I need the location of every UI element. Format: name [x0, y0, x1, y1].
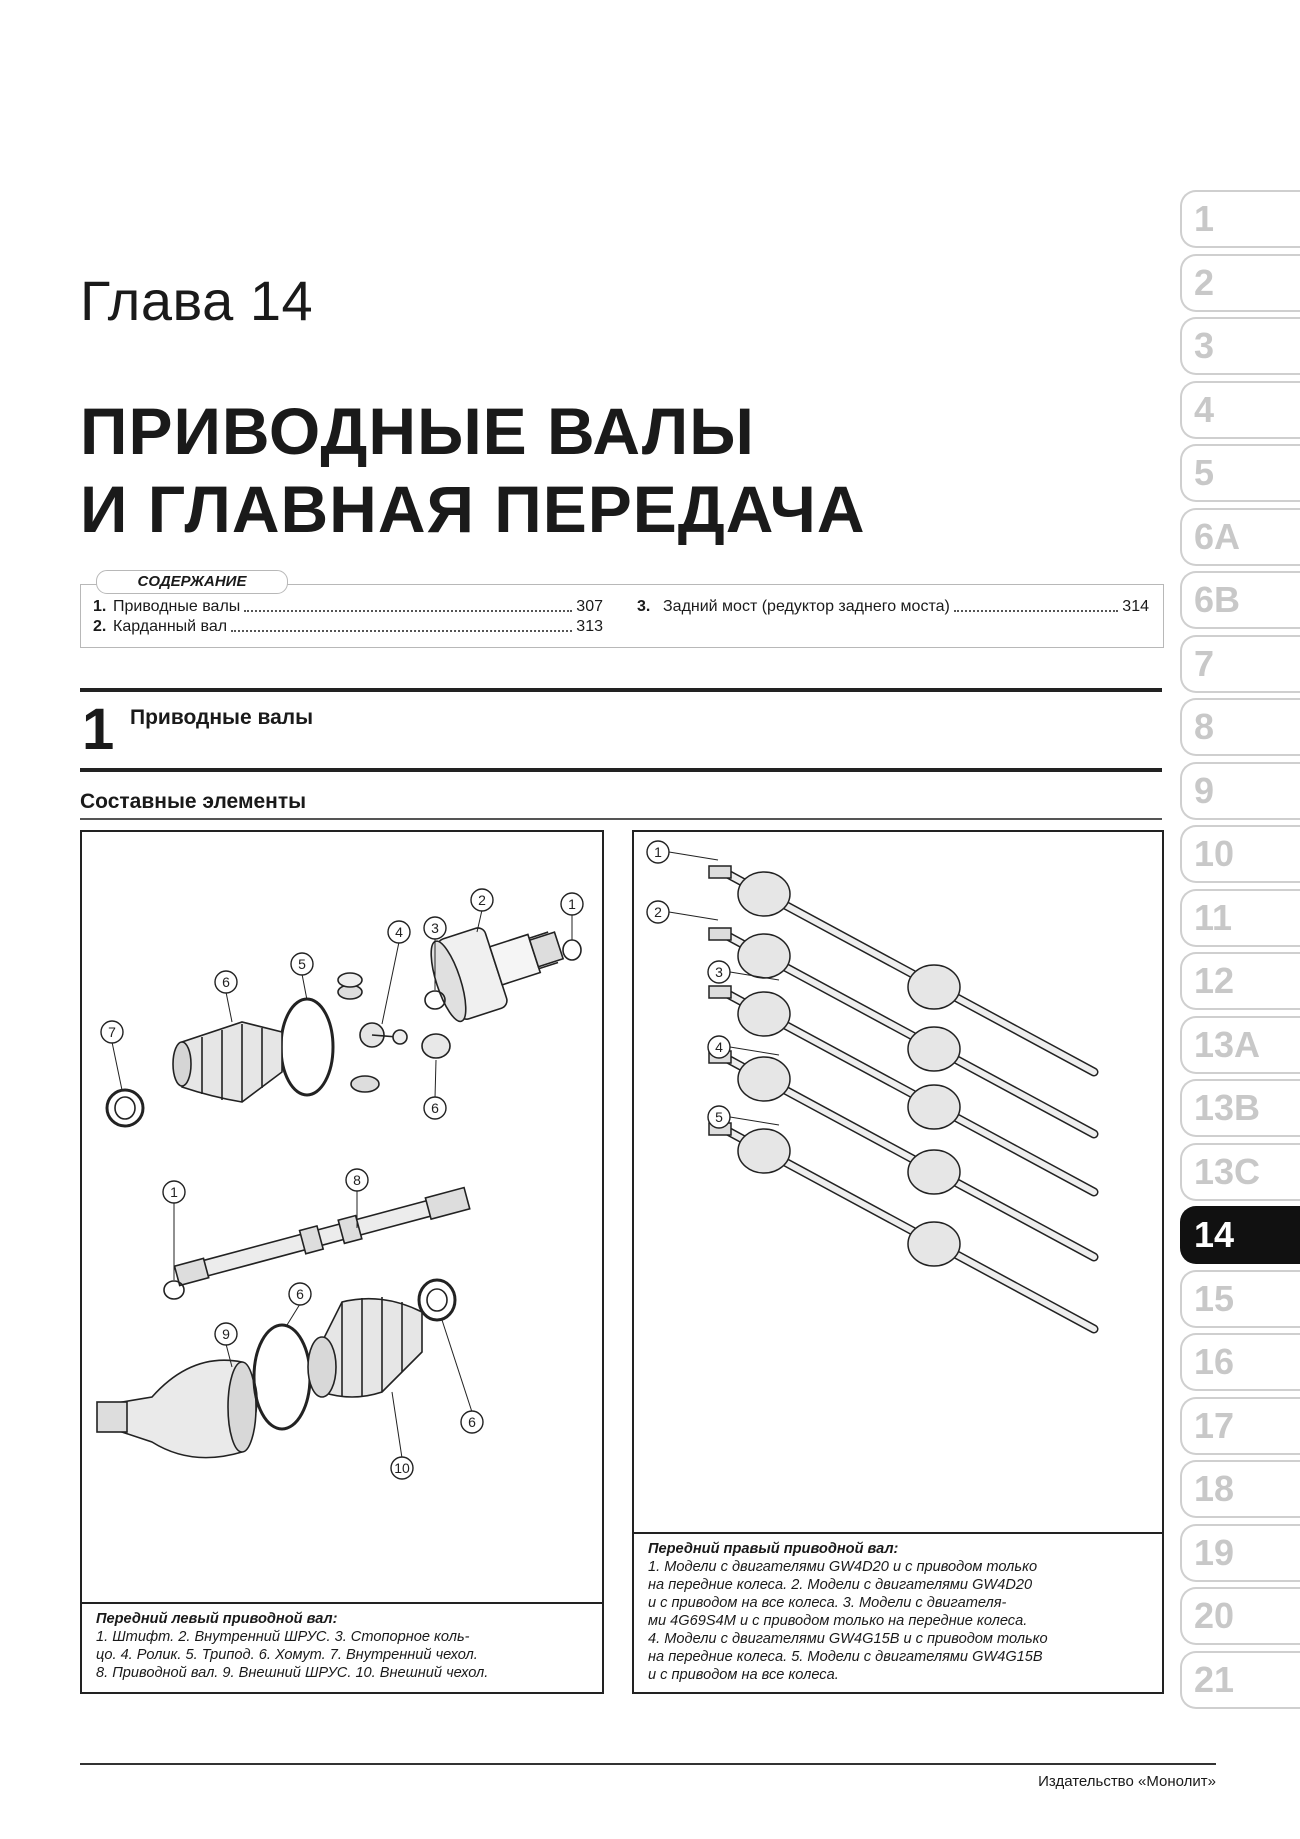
svg-text:8: 8	[353, 1172, 361, 1188]
clamp-small-right	[419, 1280, 455, 1320]
pin-shaft	[164, 1281, 184, 1299]
chapter-tab-label: 10	[1194, 833, 1235, 874]
callout-1	[561, 893, 583, 915]
toc-item-title: Задний мост (редуктор заднего моста)	[663, 598, 950, 615]
chapter-tab[interactable]	[1180, 1079, 1300, 1137]
toc-item[interactable]	[93, 617, 603, 637]
callout-3	[708, 961, 730, 983]
toc-leader	[954, 597, 1118, 612]
subsection-rule	[80, 818, 1162, 820]
chapter-tab[interactable]	[1180, 1016, 1300, 1074]
chapter-tab-label: 20	[1194, 1595, 1235, 1636]
svg-text:10: 10	[394, 1460, 410, 1476]
svg-text:6: 6	[431, 1100, 439, 1116]
roller	[422, 1034, 450, 1058]
chapter-tab-label: 13C	[1194, 1150, 1261, 1192]
clamp-inner	[281, 999, 333, 1095]
chapter-tab[interactable]	[1180, 1524, 1300, 1582]
caption-line: 4. Модели с двигателями GW4G15B и с приводом только	[648, 1631, 1048, 1647]
chapter-tab-label: 19	[1194, 1531, 1235, 1573]
toc-item-title: Карданный вал	[113, 618, 228, 635]
callout-6	[289, 1283, 311, 1305]
chapter-title-line-2: И ГЛАВНАЯ ПЕРЕДАЧА	[80, 472, 866, 546]
caption-line: ми 4G69S4M и с приводом только на передние колеса.	[648, 1613, 1028, 1629]
caption-line: 1. Штифт. 2. Внутренний ШРУС. 3. Стопорное коль-	[96, 1629, 470, 1645]
subsection-title: Составные элементы	[80, 790, 307, 813]
chapter-tab[interactable]	[1180, 381, 1300, 439]
chapter-tab-label: 13A	[1194, 1023, 1261, 1065]
chapter-tab-label: 8	[1194, 706, 1215, 747]
chapter-title	[80, 392, 865, 548]
chapter-tab-label: 4	[1194, 388, 1215, 430]
chapter-tab[interactable]	[1180, 317, 1300, 375]
callout-3	[424, 917, 446, 939]
tripod	[338, 973, 407, 1092]
chapter-tab[interactable]	[1180, 1397, 1300, 1455]
callout-leader	[669, 852, 718, 860]
chapter-tab-label: 17	[1194, 1404, 1235, 1446]
chapter-tab[interactable]	[1180, 635, 1300, 693]
caption-line: 8. Приводной вал. 9. Внешний ШРУС. 10. Внешний чехол.	[96, 1665, 489, 1681]
section-number: 1	[82, 697, 115, 762]
chapter-tab[interactable]	[1180, 762, 1300, 820]
footer-rule	[80, 1763, 1216, 1765]
svg-text:6: 6	[222, 974, 230, 990]
clamp-small-left	[107, 1090, 143, 1126]
chapter-tab-label: 18	[1194, 1468, 1235, 1509]
pin-upper-right	[563, 940, 581, 960]
chapter-tab-label: 14	[1194, 1214, 1235, 1255]
outer-boot	[308, 1297, 422, 1397]
svg-text:1: 1	[568, 896, 576, 912]
chapter-tab-label: 16	[1194, 1341, 1235, 1382]
chapter-tab-label: 6B	[1194, 579, 1241, 620]
chapter-tab-label: 7	[1194, 642, 1215, 684]
chapter-tab[interactable]	[1180, 254, 1300, 312]
chapter-tab[interactable]	[1180, 1206, 1300, 1264]
toc-item-page: 314	[1122, 598, 1149, 615]
chapter-tab-label: 15	[1194, 1277, 1235, 1319]
callout-2	[471, 889, 493, 911]
callout-7	[101, 1021, 123, 1043]
toc-item-number: 3.	[637, 598, 651, 615]
caption-divider	[634, 1532, 1162, 1534]
chapter-tab-label: 12	[1194, 960, 1235, 1001]
toc-item-title: Приводные валы	[113, 598, 241, 615]
chapter-tab-label: 6A	[1194, 515, 1241, 557]
callout-leader	[669, 912, 718, 920]
figure-left-caption	[96, 1610, 590, 1682]
svg-text:2: 2	[654, 904, 662, 920]
svg-text:3: 3	[715, 964, 723, 980]
caption-title: Передний правый приводной вал:	[648, 1541, 899, 1557]
caption-line: 1. Модели с двигателями GW4D20 и с приводом только	[648, 1559, 1038, 1575]
svg-text:5: 5	[298, 956, 306, 972]
caption-line: цо. 4. Ролик. 5. Трипод. 6. Хомут. 7. Внутренний чехол.	[96, 1647, 478, 1663]
callout-6	[424, 1097, 446, 1119]
callout-2	[647, 901, 669, 923]
chapter-tab[interactable]	[1180, 508, 1300, 566]
inner-cv-housing	[424, 905, 572, 1024]
svg-text:1: 1	[654, 844, 662, 860]
section-rule-top	[80, 688, 1162, 692]
chapter-tab[interactable]	[1180, 952, 1300, 1010]
chapter-tab[interactable]	[1180, 190, 1300, 248]
svg-text:4: 4	[715, 1039, 723, 1055]
chapter-tab-label: 1	[1194, 198, 1215, 239]
callout-1	[647, 841, 669, 863]
chapter-tab[interactable]	[1180, 1460, 1300, 1518]
caption-title: Передний левый приводной вал:	[96, 1611, 338, 1627]
figure-right-caption	[648, 1540, 1152, 1684]
toc-label: СОДЕРЖАНИЕ	[96, 570, 288, 594]
chapter-tab-label: 11	[1194, 896, 1233, 938]
toc-column-right	[637, 597, 1149, 617]
chapter-label: Глава 14	[80, 269, 314, 332]
publisher-credit: Издательство «Монолит»	[1038, 1773, 1216, 1790]
caption-line: на передние колеса. 2. Модели с двигателями GW4D20	[648, 1577, 1033, 1593]
drive-shaft	[174, 1187, 470, 1288]
caption-divider	[82, 1602, 602, 1604]
figure-right-drawing	[634, 832, 1162, 1532]
toc-leader	[231, 617, 572, 632]
clamp-outer	[254, 1325, 310, 1429]
callout-leader	[730, 1117, 779, 1125]
caption-line: и с приводом на все колеса. 3. Модели с двигателя-	[648, 1595, 1007, 1611]
figure-left-frame	[80, 830, 604, 1694]
chapter-tab[interactable]	[1180, 698, 1300, 756]
callout-6	[215, 971, 237, 993]
chapter-tab[interactable]	[1180, 1651, 1300, 1709]
chapter-tab[interactable]	[1180, 444, 1300, 502]
callout-5	[708, 1106, 730, 1128]
chapter-tab[interactable]	[1180, 1270, 1300, 1328]
chapter-tab[interactable]	[1180, 889, 1300, 947]
chapter-title-line-1: ПРИВОДНЫЕ ВАЛЫ	[80, 394, 755, 468]
figure-left-drawing	[82, 832, 602, 1602]
svg-text:3: 3	[431, 920, 439, 936]
chapter-tab[interactable]	[1180, 571, 1300, 629]
toc-item-page: 313	[576, 618, 603, 635]
chapter-tab-label: 2	[1194, 261, 1215, 303]
svg-text:6: 6	[296, 1286, 304, 1302]
svg-text:7: 7	[108, 1024, 116, 1040]
svg-text:6: 6	[468, 1414, 476, 1430]
svg-text:4: 4	[395, 924, 403, 940]
toc-item-number: 2.	[93, 618, 107, 635]
caption-line: на передние колеса. 5. Модели с двигателями GW4G15B	[648, 1649, 1043, 1665]
outer-cv-joint	[97, 1360, 257, 1457]
svg-text:1: 1	[170, 1184, 178, 1200]
caption-line: и с приводом на все колеса.	[648, 1667, 839, 1683]
callout-1	[163, 1181, 185, 1203]
toc-column-left	[93, 597, 603, 637]
chapter-tab[interactable]	[1180, 825, 1300, 883]
chapter-tab-label: 13B	[1194, 1087, 1261, 1128]
callout-4	[388, 921, 410, 943]
callout-4	[708, 1036, 730, 1058]
callout-8	[346, 1169, 368, 1191]
svg-text:9: 9	[222, 1326, 230, 1342]
toc-item-number: 1.	[93, 598, 107, 615]
chapter-tab[interactable]	[1180, 1333, 1300, 1391]
svg-text:2: 2	[478, 892, 486, 908]
section-title: Приводные валы	[130, 706, 314, 729]
callout-10	[391, 1457, 413, 1479]
svg-text:5: 5	[715, 1109, 723, 1125]
inner-boot	[173, 1022, 282, 1102]
toc-item-page: 307	[576, 598, 603, 615]
figure-right-frame	[632, 830, 1164, 1694]
toc-item[interactable]	[637, 597, 1149, 617]
toc-item[interactable]	[93, 597, 603, 617]
chapter-tab-label: 3	[1194, 325, 1215, 366]
callout-leader	[730, 1047, 779, 1055]
toc-leader	[244, 597, 572, 612]
chapter-tab-label: 5	[1194, 452, 1215, 493]
chapter-tab-label: 21	[1194, 1658, 1235, 1700]
chapter-tab[interactable]	[1180, 1587, 1300, 1645]
callout-5	[291, 953, 313, 975]
chapter-tab[interactable]	[1180, 1143, 1300, 1201]
chapter-tab-label: 9	[1194, 769, 1215, 811]
callout-6	[461, 1411, 483, 1433]
section-rule-bottom	[80, 768, 1162, 772]
callout-9	[215, 1323, 237, 1345]
